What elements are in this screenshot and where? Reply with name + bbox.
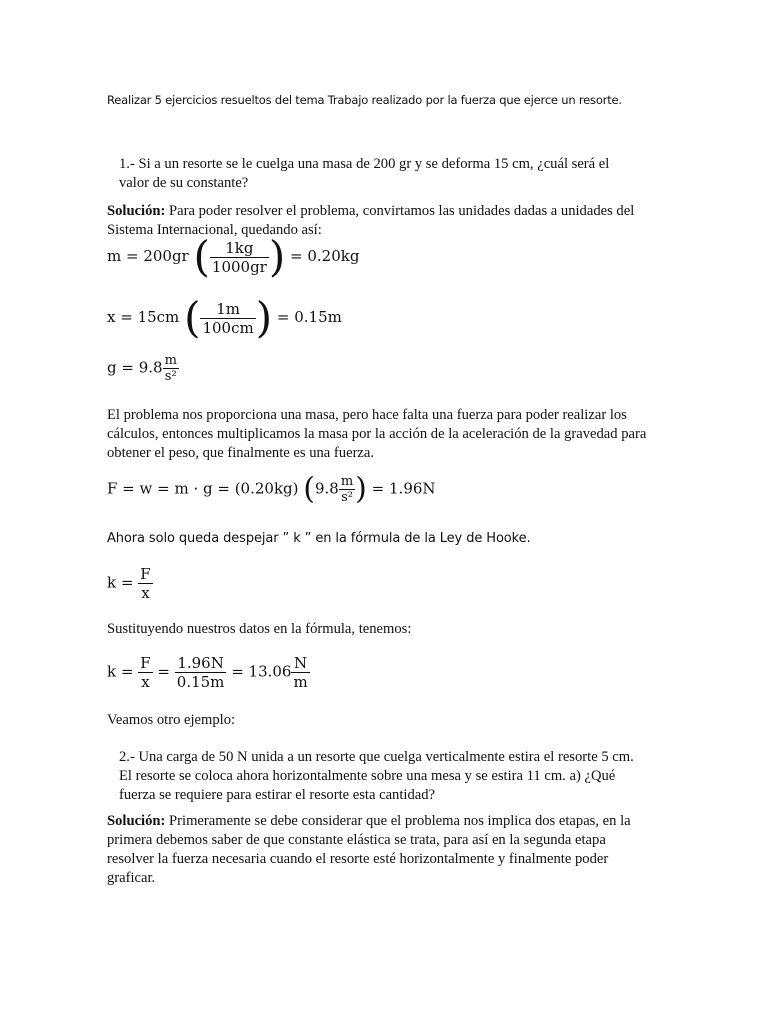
right-paren: ) [255,293,273,342]
eq-k2-equals: = [157,662,170,681]
exercise-2-question: 2.- Una carga de 50 N unida a un resorte que cuelga verticalmente estira el resorte 5 cm. El resorte se coloca ahora horizontalmente sobre una mesa y se estira 11 cm. a) ¿Qué fuerza se requiere para estirar el resorte esta cantidad? [119,749,634,803]
eq-x-num: 1m [200,300,255,319]
exercise-1-solution [107,202,657,240]
eq-m-fraction [210,239,269,276]
equation-length-conversion [107,293,342,342]
right-paren: ) [355,471,367,507]
paragraph-next-example: Veamos otro ejemplo: [107,712,236,728]
eq-m-lhs: m = 200gr [107,247,189,265]
equation-gravity [107,353,179,384]
eq-f-rhs: = 1.96N [371,479,436,498]
exercise-1-question: 1.- Si a un resorte se le cuelga una masa de 200 gr y se deforma 15 cm, ¿cuál será el valor de su constante? [119,156,610,191]
solution-text: Para poder resolver el problema, convirtamos las unidades dadas a unidades del Sistema Internacional, quedando así: [107,203,635,238]
exercise-2-solution [107,812,652,888]
eq-f-fraction [339,474,355,505]
equation-mass-conversion [107,232,360,281]
eq-m-num: 1kg [210,239,269,258]
eq-x-fraction [200,300,255,337]
eq-k-lhs: k = [107,573,134,592]
eq-m-rhs: = 0.20kg [290,247,360,265]
document-title: Realizar 5 ejercicios resueltos del tema Trabajo realizado por la fuerza que ejerce un resorte. [107,93,622,107]
eq-k-den: x [141,584,150,602]
equation-force [107,471,436,507]
eq-k2-fraction-2 [175,654,227,691]
eq-k2-lhs: k = [107,662,134,681]
eq-f-inner: 9.8 [314,479,339,498]
solution-label: Solución: [107,813,166,829]
eq-f-lhs: F = w = m · g = (0.20kg) [107,479,299,498]
eq-g-lhs: g = 9.8 [107,358,163,377]
eq-k2-fraction-1 [138,654,152,691]
equation-k-result [107,654,310,691]
eq-x-rhs: = 0.15m [276,308,342,326]
eq-m-den: 1000gr [211,257,267,276]
eq-k2-den2: 0.15m [176,673,225,691]
left-paren: ( [193,232,210,281]
eq-x-lhs: x = 15cm [107,308,180,326]
paragraph-weight-explanation: El problema nos proporciona una masa, pero hace falta una fuerza para poder realizar los cálculos, entonces multiplicamos la masa por la acción de la aceleración de la gravedad para obtener el peso, que finalmente es una fuerza. [107,407,647,461]
equation-hooke [107,565,153,602]
eq-k-num: F [140,565,151,583]
eq-k2-mid: = 13.06 [231,662,292,681]
left-paren: ( [184,293,201,342]
eq-x-den: 100cm [202,318,254,337]
eq-f-num: m [340,474,354,489]
eq-f-den: s² [341,490,353,505]
solution-text: Primeramente se debe considerar que el problema nos implica dos etapas, en la primera debemos saber de que constante elástica se trata, para así en la segunda etapa resolver la fuerza necesaria cuando el resorte esté horizontalmente y finalmente poder graficar. [107,813,631,886]
eq-k2-fraction-3 [291,654,309,691]
eq-k2-num1: F [140,654,151,672]
eq-k2-num2: 1.96N [175,654,227,673]
left-paren: ( [303,471,315,507]
eq-k2-den1: x [141,673,150,691]
eq-k-fraction [138,565,152,602]
eq-g-den: s² [164,369,177,384]
eq-g-fraction [163,353,179,384]
right-paren: ) [268,232,286,281]
eq-g-num: m [164,353,177,368]
solution-label: Solución: [107,203,166,219]
paragraph-substitute: Sustituyendo nuestros datos en la fórmula, tenemos: [107,621,412,637]
eq-k2-den3: m [293,673,308,691]
eq-k2-num3: N [291,654,309,673]
paragraph-hooke-law: Ahora solo queda despejar ” k ” en la fórmula de la Ley de Hooke. [107,531,531,546]
